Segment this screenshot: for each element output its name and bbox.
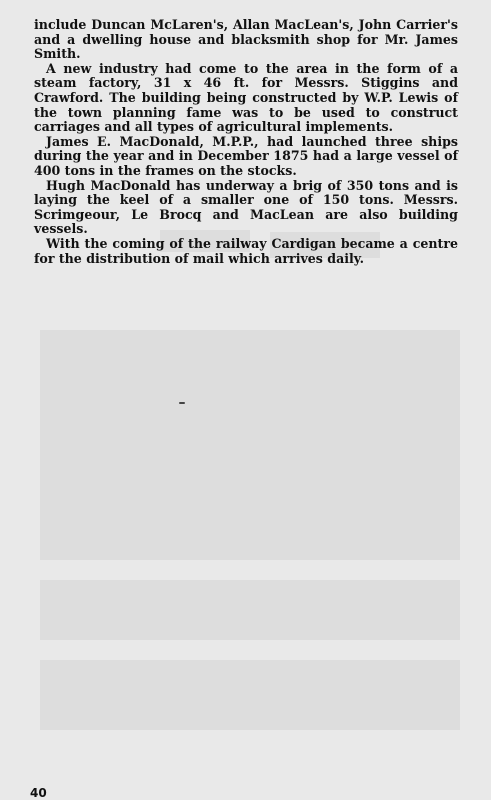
paragraph-3: James E. MacDonald, M.P.P., had launched three ships during the year and in December 1875 had a large vessel of 400 tons in the frames on the stocks. xyxy=(34,133,458,178)
paragraph-5: With the coming of the railway Cardigan became a centre for the distribution of mail which arrives daily. xyxy=(34,235,458,266)
page-number: 40 xyxy=(30,786,47,800)
paragraph-2: A new industry had come to the area in the form of a steam factory, 31 x 46 ft. for Messrs. Stiggins and Crawford. The building being constructed by W.P. Lewis of the town planning fame was to be used to construct carriages and all types of agricultural implements. xyxy=(34,60,458,135)
paragraph-1: include Duncan McLaren's, Allan MacLean's, John Carrier's and a dwelling house and blacksmith shop for Mr. James Smith. xyxy=(34,17,458,62)
bleed-through-text xyxy=(40,260,461,740)
paragraph-4: Hugh MacDonald has underway a brig of 350 tons and is laying the keel of a smaller one of 150 tons. Messrs. Scrimgeour, Le Brocq and MacLean are also building vessels. xyxy=(34,177,458,237)
article-body xyxy=(34,18,458,266)
ink-speck xyxy=(179,402,185,404)
